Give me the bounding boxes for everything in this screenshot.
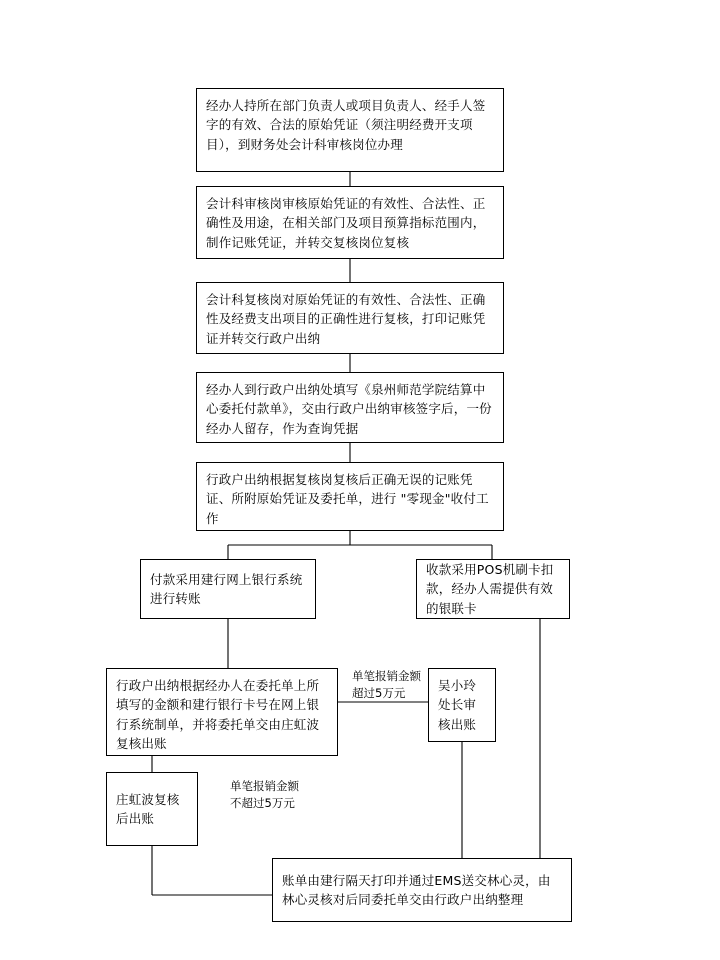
node-step-4: 经办人到行政户出纳处填写《泉州师范学院结算中心委托付款单》，交由行政户出纳审核签字后，一份经办人留存，作为查询凭据 xyxy=(196,372,504,443)
node-step-3: 会计科复核岗对原始凭证的有效性、合法性、正确性及经费支出项目的正确性进行复核，打印记账凭证并转交行政户出纳 xyxy=(196,282,504,354)
edge-label-over-50k: 单笔报销金额超过5万元 xyxy=(352,669,421,700)
node-review-payout: 庄虹波复核后出账 xyxy=(106,772,198,846)
node-bank-transfer: 付款采用建行网上银行系统进行转账 xyxy=(140,559,316,619)
node-step-5: 行政户出纳根据复核岗复核后正确无误的记账凭证、所附原始凭证及委托单，进行 "零现金"收付工作 xyxy=(196,462,504,531)
node-cashier-entry: 行政户出纳根据经办人在委托单上所填写的金额和建行银行卡号在网上银行系统制单，并将委托单交由庄虹波复核出账 xyxy=(106,668,338,756)
node-step-1: 经办人持所在部门负责人或项目负责人、经手人签字的有效、合法的原始凭证（须注明经费开支项目），到财务处会计科审核岗位办理 xyxy=(196,88,504,172)
node-statement-handling: 账单由建行隔天打印并通过EMS送交林心灵，由林心灵核对后同委托单交由行政户出纳整理 xyxy=(272,858,572,922)
edge-label-under-50k: 单笔报销金额不超过5万元 xyxy=(230,779,299,810)
node-step-2: 会计科审核岗审核原始凭证的有效性、合法性、正确性及用途，在相关部门及项目预算指标范围内，制作记账凭证，并转交复核岗位复核 xyxy=(196,186,504,259)
node-pos-payment: 收款采用POS机刷卡扣款，经办人需提供有效的银联卡 xyxy=(416,559,570,619)
node-director-approval: 吴小玲处长审核出账 xyxy=(428,668,496,742)
